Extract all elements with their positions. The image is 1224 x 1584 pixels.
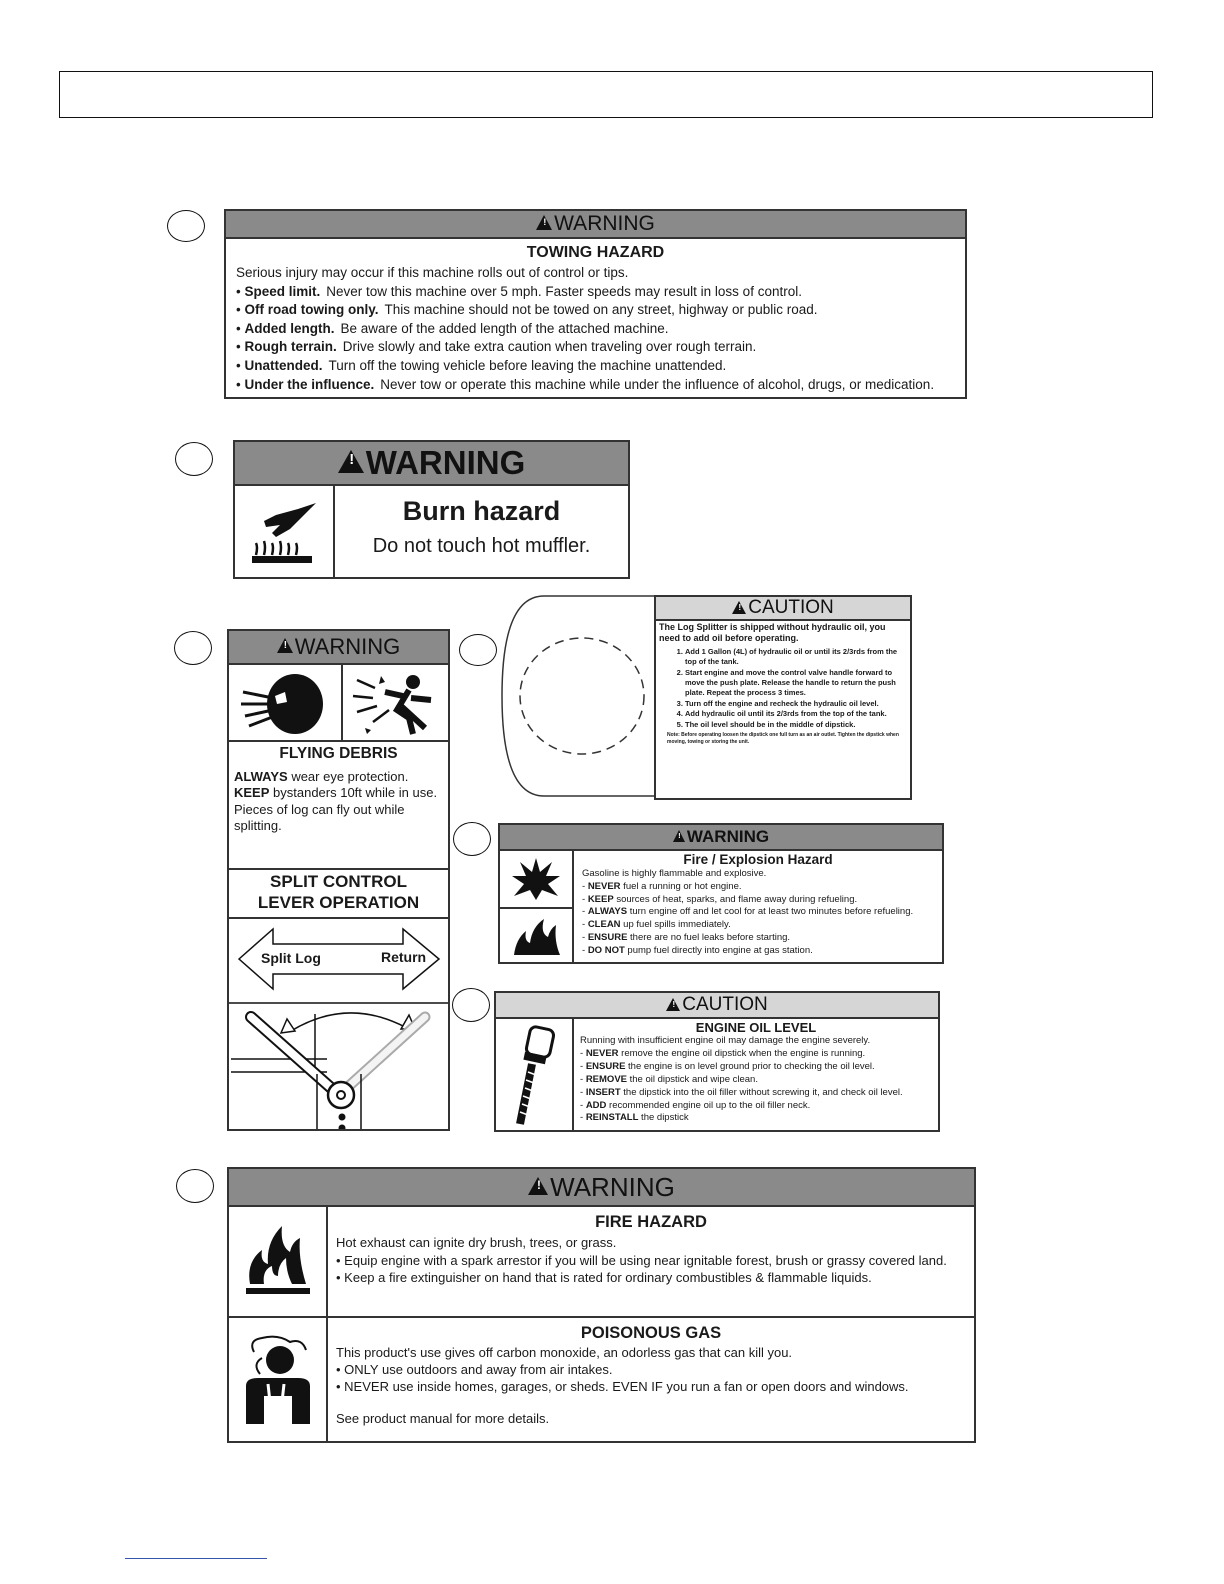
- list-item: - REMOVE the oil dipstick and wipe clean.: [580, 1073, 758, 1085]
- list-item: - DO NOT pump fuel directly into engine at gas station.: [582, 944, 813, 956]
- hydraulic-oil-note: Note: Before operating loosen the dipstick one full turn as an air outlet. Tighten the dipstick when moving, towing or storing the unit.: [667, 732, 899, 746]
- page-header-box: [59, 71, 1153, 118]
- callout-circle-4: [459, 634, 497, 666]
- poisonous-gas-icon: [229, 1318, 328, 1443]
- burn-hazard-label: [233, 440, 630, 579]
- footer-underline: [125, 1558, 267, 1559]
- callout-circle-1: [167, 210, 205, 242]
- list-item: • Unattended. Turn off the towing vehicle before leaving the machine unattended.: [236, 357, 727, 373]
- list-item: 5. The oil level should be in the middle of dipstick.: [685, 720, 907, 730]
- eye-protection-icon: [229, 665, 343, 740]
- warning-banner: ! WARNING: [226, 211, 965, 239]
- towing-title: TOWING HAZARD: [526, 244, 665, 261]
- fire-explosion-list: [582, 881, 934, 958]
- split-log-label: Split Log: [261, 950, 321, 966]
- fire-hazard-intro: Hot exhaust can ignite dry brush, trees, or grass.: [336, 1235, 617, 1250]
- engine-oil-intro: Running with insufficient engine oil may damage the engine severely.: [580, 1035, 871, 1046]
- list-item: 2. Start engine and move the control valve handle forward to move the push plate. Release the handle to return the push plate. Repeat the process 3 times.: [685, 668, 907, 698]
- caution-triangle-icon: [732, 601, 746, 614]
- towing-list: [236, 283, 955, 395]
- list-item: • Added length. Be aware of the added length of the attached machine.: [236, 320, 669, 336]
- lever-title-line1: SPLIT CONTROL: [270, 872, 407, 891]
- fire-gas-label: [227, 1167, 976, 1443]
- caution-triangle-icon: [666, 998, 680, 1011]
- poisonous-gas-list: [336, 1361, 966, 1395]
- burn-title: Burn hazard: [402, 496, 561, 526]
- return-label: Return: [381, 949, 427, 965]
- warning-triangle-icon: [673, 830, 685, 842]
- poisonous-gas-title: POISONOUS GAS: [580, 1324, 722, 1342]
- list-item: - NEVER remove the engine oil dipstick when the engine is running.: [580, 1047, 866, 1059]
- list-item: - NEVER fuel a running or hot engine.: [582, 880, 742, 892]
- fire-icon: [229, 1207, 328, 1316]
- engine-oil-title: ENGINE OIL LEVEL: [695, 1020, 817, 1035]
- list-item: • Rough terrain. Drive slowly and take extra caution when traveling over rough terrain.: [236, 339, 757, 355]
- list-item: - KEEP sources of heat, sparks, and flame away during refueling.: [582, 893, 858, 905]
- callout-circle-2: [175, 442, 213, 476]
- burn-text: Do not touch hot muffler.: [372, 535, 591, 557]
- towing-intro: Serious injury may occur if this machine rolls out of control or tips.: [236, 265, 629, 280]
- warning-banner: ! WARNING: [235, 442, 628, 486]
- fire-explosion-label: [498, 823, 944, 964]
- callout-circle-6: [452, 988, 490, 1022]
- engine-oil-list: [580, 1048, 932, 1125]
- hydraulic-oil-steps: [659, 647, 907, 730]
- list-item: - ENSURE there are no fuel leaks before starting.: [582, 931, 791, 943]
- flame-icon: [500, 909, 572, 965]
- list-item: - ENSURE the engine is on level ground prior to checking the oil level.: [580, 1060, 875, 1072]
- list-item: - ALWAYS turn engine off and let cool for at least two minutes before refueling.: [582, 906, 914, 918]
- list-item: - ADD recommended engine oil up to the oil filler neck.: [580, 1099, 811, 1111]
- poisonous-gas-intro: This product's use gives off carbon monoxide, an odorless gas that can kill you.: [336, 1345, 793, 1360]
- flying-debris-label: ! WARNING FLYING DEBRIS ALWAYS wear eye protection. KEEP bystanders 10ft while in use. Pieces of log can fly out while splitting. SPLIT CONTROL LEVER OPERATION Split Log Return: [227, 629, 450, 1131]
- flying-debris-title: FLYING DEBRIS: [279, 745, 398, 762]
- list-item: 3. Turn off the engine and recheck the hydraulic oil level.: [685, 699, 907, 709]
- list-item: • ONLY use outdoors and away from air intakes.: [336, 1362, 613, 1377]
- hydraulic-oil-intro: The Log Splitter is shipped without hydraulic oil, you need to add oil before operating.: [659, 622, 886, 643]
- poisonous-gas-note: See product manual for more details.: [336, 1411, 550, 1426]
- list-item: • Equip engine with a spark arrestor if you will be using near ignitable forest, brush or grassy covered land.: [336, 1252, 947, 1268]
- lever-operation-diagram: [229, 919, 448, 1131]
- lever-title-line2: LEVER OPERATION: [257, 893, 420, 912]
- list-item: • NEVER use inside homes, garages, or sheds. EVEN IF you run a fan or open doors and windows.: [336, 1379, 909, 1394]
- hydraulic-oil-caution: [654, 595, 912, 800]
- caution-banner: ! CAUTION: [656, 597, 910, 621]
- dipstick-icon: [496, 1019, 574, 1132]
- explosion-icon: [500, 851, 572, 909]
- list-item: - CLEAN up fuel spills immediately.: [582, 919, 731, 931]
- warning-triangle-icon: [277, 638, 293, 653]
- callout-circle-5: [453, 822, 491, 856]
- hot-surface-icon: [235, 486, 335, 579]
- hydraulic-oil-decal: [500, 594, 910, 798]
- fire-hazard-title: FIRE HAZARD: [595, 1213, 707, 1231]
- fire-explosion-title: Fire / Explosion Hazard: [683, 852, 833, 867]
- warning-banner: ! WARNING: [500, 825, 942, 851]
- fire-explosion-intro: Gasoline is highly flammable and explosive.: [582, 868, 767, 879]
- list-item: • Keep a fire extinguisher on hand that is rated for ordinary combustibles & flammable liquids.: [336, 1270, 872, 1285]
- callout-circle-3: [174, 631, 212, 665]
- warning-banner: ! WARNING: [229, 631, 448, 665]
- bystander-icon: [343, 665, 448, 740]
- list-item: • Under the influence. Never tow or operate this machine while under the influence of alcohol, drugs, or medication.: [236, 376, 935, 392]
- list-item: • Speed limit. Never tow this machine over 5 mph. Faster speeds may result in loss of control.: [236, 283, 802, 299]
- list-item: 4. Add hydraulic oil until its 2/3rds from the top of the tank.: [685, 709, 907, 719]
- warning-triangle-icon: [528, 1177, 548, 1195]
- list-item: - REINSTALL the dipstick: [580, 1112, 689, 1124]
- list-item: • Off road towing only. This machine should not be towed on any street, highway or public road.: [236, 302, 818, 318]
- towing-hazard-label: [224, 209, 967, 399]
- warning-triangle-icon: [536, 215, 552, 230]
- caution-banner: ! CAUTION: [496, 993, 938, 1019]
- engine-oil-label: [494, 991, 940, 1132]
- fire-hazard-list: [336, 1252, 966, 1287]
- callout-circle-7: [176, 1169, 214, 1203]
- list-item: - INSERT the dipstick into the oil filler without screwing it, and check oil level.: [580, 1086, 903, 1098]
- list-item: 1. Add 1 Gallon (4L) of hydraulic oil or until its 2/3rds from the top of the tank.: [685, 647, 907, 667]
- warning-banner: ! WARNING: [229, 1169, 974, 1207]
- warning-triangle-icon: [338, 450, 364, 473]
